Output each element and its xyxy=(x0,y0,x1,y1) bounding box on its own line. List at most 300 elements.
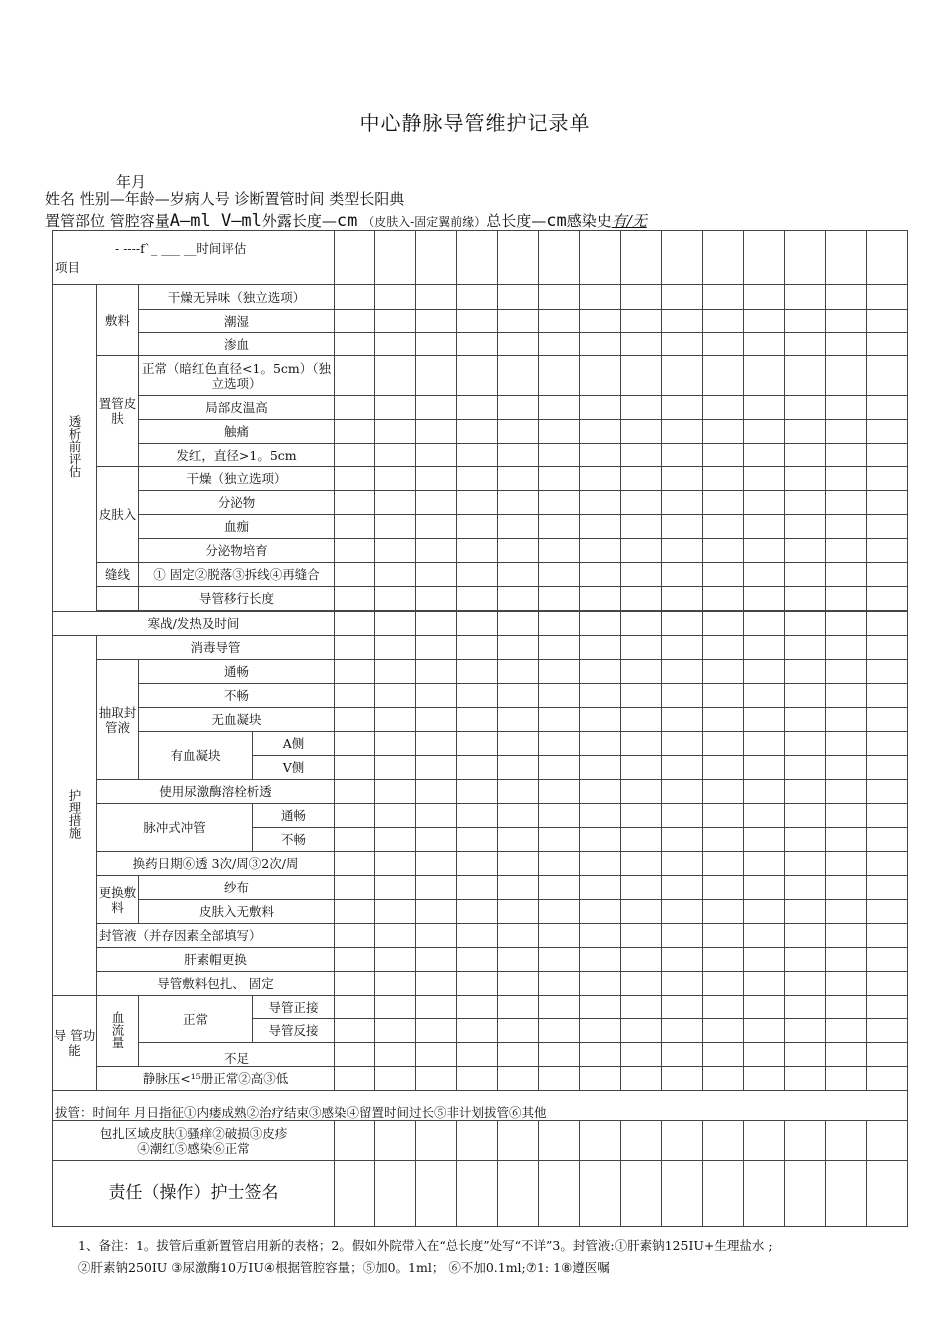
record-cell[interactable] xyxy=(662,587,703,611)
record-cell[interactable] xyxy=(335,310,375,333)
record-cell[interactable] xyxy=(826,563,867,587)
record-cell[interactable] xyxy=(498,1043,539,1067)
record-cell[interactable] xyxy=(662,732,703,756)
record-cell[interactable] xyxy=(744,420,785,444)
record-cell[interactable] xyxy=(662,515,703,539)
record-cell[interactable] xyxy=(785,756,826,780)
record-cell[interactable] xyxy=(744,660,785,684)
record-cell[interactable] xyxy=(867,310,908,333)
record-cell[interactable] xyxy=(539,660,580,684)
record-cell[interactable] xyxy=(539,310,580,333)
record-cell[interactable] xyxy=(457,1121,498,1161)
record-cell[interactable] xyxy=(703,1067,744,1091)
record-cell[interactable] xyxy=(375,444,416,467)
record-cell[interactable] xyxy=(703,804,744,828)
record-cell[interactable] xyxy=(826,1067,867,1091)
record-cell[interactable] xyxy=(703,396,744,420)
record-cell[interactable] xyxy=(375,1067,416,1091)
record-cell[interactable] xyxy=(539,333,580,356)
record-cell[interactable] xyxy=(785,636,826,660)
record-cell[interactable] xyxy=(457,828,498,852)
record-cell[interactable] xyxy=(335,852,375,876)
record-cell[interactable] xyxy=(744,356,785,396)
record-cell[interactable] xyxy=(416,636,457,660)
record-cell[interactable] xyxy=(580,972,621,996)
record-cell[interactable] xyxy=(416,587,457,611)
record-cell[interactable] xyxy=(580,539,621,563)
record-cell[interactable] xyxy=(826,900,867,924)
record-cell[interactable] xyxy=(335,876,375,900)
record-cell[interactable] xyxy=(335,708,375,732)
record-cell[interactable] xyxy=(867,996,908,1019)
record-cell[interactable] xyxy=(539,491,580,515)
record-cell[interactable] xyxy=(826,1043,867,1067)
record-cell[interactable] xyxy=(621,1121,662,1161)
record-cell[interactable] xyxy=(744,467,785,491)
record-cell[interactable] xyxy=(580,444,621,467)
record-cell[interactable] xyxy=(703,900,744,924)
record-cell[interactable] xyxy=(785,563,826,587)
record-cell[interactable] xyxy=(744,285,785,310)
record-cell[interactable] xyxy=(539,444,580,467)
record-cell[interactable] xyxy=(375,491,416,515)
record-cell[interactable] xyxy=(826,756,867,780)
record-cell[interactable] xyxy=(457,804,498,828)
record-cell[interactable] xyxy=(416,900,457,924)
record-cell[interactable] xyxy=(867,780,908,804)
record-cell[interactable] xyxy=(580,467,621,491)
record-cell[interactable] xyxy=(662,333,703,356)
record-cell[interactable] xyxy=(539,1067,580,1091)
record-cell[interactable] xyxy=(662,900,703,924)
record-cell[interactable] xyxy=(621,231,662,285)
record-cell[interactable] xyxy=(539,756,580,780)
record-cell[interactable] xyxy=(785,333,826,356)
record-cell[interactable] xyxy=(580,948,621,972)
record-cell[interactable] xyxy=(785,732,826,756)
record-cell[interactable] xyxy=(785,444,826,467)
record-cell[interactable] xyxy=(785,1067,826,1091)
record-cell[interactable] xyxy=(580,876,621,900)
record-cell[interactable] xyxy=(580,231,621,285)
record-cell[interactable] xyxy=(621,828,662,852)
record-cell[interactable] xyxy=(375,612,416,636)
record-cell[interactable] xyxy=(662,780,703,804)
record-cell[interactable] xyxy=(457,231,498,285)
record-cell[interactable] xyxy=(539,420,580,444)
record-cell[interactable] xyxy=(335,636,375,660)
record-cell[interactable] xyxy=(498,636,539,660)
record-cell[interactable] xyxy=(744,231,785,285)
record-cell[interactable] xyxy=(539,467,580,491)
record-cell[interactable] xyxy=(703,515,744,539)
record-cell[interactable] xyxy=(785,1161,826,1227)
record-cell[interactable] xyxy=(867,948,908,972)
record-cell[interactable] xyxy=(498,660,539,684)
record-cell[interactable] xyxy=(662,563,703,587)
record-cell[interactable] xyxy=(416,467,457,491)
record-cell[interactable] xyxy=(621,491,662,515)
record-cell[interactable] xyxy=(826,732,867,756)
record-cell[interactable] xyxy=(375,563,416,587)
record-cell[interactable] xyxy=(703,420,744,444)
record-cell[interactable] xyxy=(621,732,662,756)
record-cell[interactable] xyxy=(375,539,416,563)
record-cell[interactable] xyxy=(416,876,457,900)
record-cell[interactable] xyxy=(375,972,416,996)
record-cell[interactable] xyxy=(335,804,375,828)
record-cell[interactable] xyxy=(498,467,539,491)
record-cell[interactable] xyxy=(498,780,539,804)
record-cell[interactable] xyxy=(826,972,867,996)
record-cell[interactable] xyxy=(580,515,621,539)
record-cell[interactable] xyxy=(785,285,826,310)
record-cell[interactable] xyxy=(498,356,539,396)
record-cell[interactable] xyxy=(580,828,621,852)
record-cell[interactable] xyxy=(867,900,908,924)
record-cell[interactable] xyxy=(867,1043,908,1067)
record-cell[interactable] xyxy=(867,285,908,310)
record-cell[interactable] xyxy=(744,708,785,732)
record-cell[interactable] xyxy=(498,444,539,467)
record-cell[interactable] xyxy=(621,587,662,611)
record-cell[interactable] xyxy=(662,539,703,563)
record-cell[interactable] xyxy=(785,708,826,732)
record-cell[interactable] xyxy=(867,1121,908,1161)
record-cell[interactable] xyxy=(785,828,826,852)
record-cell[interactable] xyxy=(539,515,580,539)
record-cell[interactable] xyxy=(621,612,662,636)
record-cell[interactable] xyxy=(335,756,375,780)
record-cell[interactable] xyxy=(498,285,539,310)
record-cell[interactable] xyxy=(498,231,539,285)
record-cell[interactable] xyxy=(457,1161,498,1227)
record-cell[interactable] xyxy=(539,924,580,948)
record-cell[interactable] xyxy=(457,660,498,684)
record-cell[interactable] xyxy=(580,1043,621,1067)
record-cell[interactable] xyxy=(662,612,703,636)
record-cell[interactable] xyxy=(703,708,744,732)
record-cell[interactable] xyxy=(826,804,867,828)
record-cell[interactable] xyxy=(457,587,498,611)
record-cell[interactable] xyxy=(867,231,908,285)
record-cell[interactable] xyxy=(375,708,416,732)
record-cell[interactable] xyxy=(744,756,785,780)
record-cell[interactable] xyxy=(375,356,416,396)
record-cell[interactable] xyxy=(375,684,416,708)
record-cell[interactable] xyxy=(498,1161,539,1227)
record-cell[interactable] xyxy=(621,333,662,356)
record-cell[interactable] xyxy=(375,1019,416,1043)
record-cell[interactable] xyxy=(744,563,785,587)
record-cell[interactable] xyxy=(580,420,621,444)
record-cell[interactable] xyxy=(621,310,662,333)
record-cell[interactable] xyxy=(457,444,498,467)
record-cell[interactable] xyxy=(703,876,744,900)
record-cell[interactable] xyxy=(703,231,744,285)
record-cell[interactable] xyxy=(703,285,744,310)
record-cell[interactable] xyxy=(498,563,539,587)
record-cell[interactable] xyxy=(703,612,744,636)
record-cell[interactable] xyxy=(703,948,744,972)
record-cell[interactable] xyxy=(580,780,621,804)
record-cell[interactable] xyxy=(580,732,621,756)
record-cell[interactable] xyxy=(744,804,785,828)
record-cell[interactable] xyxy=(867,636,908,660)
record-cell[interactable] xyxy=(785,1019,826,1043)
record-cell[interactable] xyxy=(416,780,457,804)
record-cell[interactable] xyxy=(335,996,375,1019)
record-cell[interactable] xyxy=(498,876,539,900)
record-cell[interactable] xyxy=(539,636,580,660)
record-cell[interactable] xyxy=(498,732,539,756)
record-cell[interactable] xyxy=(580,804,621,828)
record-cell[interactable] xyxy=(744,310,785,333)
record-cell[interactable] xyxy=(457,285,498,310)
record-cell[interactable] xyxy=(621,420,662,444)
record-cell[interactable] xyxy=(457,708,498,732)
record-cell[interactable] xyxy=(498,333,539,356)
record-cell[interactable] xyxy=(703,924,744,948)
record-cell[interactable] xyxy=(457,732,498,756)
record-cell[interactable] xyxy=(335,515,375,539)
record-cell[interactable] xyxy=(335,684,375,708)
record-cell[interactable] xyxy=(416,1121,457,1161)
record-cell[interactable] xyxy=(457,756,498,780)
record-cell[interactable] xyxy=(867,708,908,732)
record-cell[interactable] xyxy=(621,660,662,684)
record-cell[interactable] xyxy=(416,684,457,708)
record-cell[interactable] xyxy=(826,612,867,636)
record-cell[interactable] xyxy=(867,515,908,539)
record-cell[interactable] xyxy=(335,732,375,756)
record-cell[interactable] xyxy=(621,444,662,467)
record-cell[interactable] xyxy=(457,563,498,587)
record-cell[interactable] xyxy=(826,876,867,900)
record-cell[interactable] xyxy=(867,396,908,420)
record-cell[interactable] xyxy=(785,876,826,900)
record-cell[interactable] xyxy=(498,804,539,828)
record-cell[interactable] xyxy=(785,491,826,515)
record-cell[interactable] xyxy=(744,612,785,636)
record-cell[interactable] xyxy=(662,1019,703,1043)
record-cell[interactable] xyxy=(621,1019,662,1043)
record-cell[interactable] xyxy=(375,1161,416,1227)
record-cell[interactable] xyxy=(621,804,662,828)
record-cell[interactable] xyxy=(785,515,826,539)
record-cell[interactable] xyxy=(826,467,867,491)
record-cell[interactable] xyxy=(867,587,908,611)
record-cell[interactable] xyxy=(662,444,703,467)
record-cell[interactable] xyxy=(498,491,539,515)
record-cell[interactable] xyxy=(785,684,826,708)
record-cell[interactable] xyxy=(375,396,416,420)
record-cell[interactable] xyxy=(375,420,416,444)
record-cell[interactable] xyxy=(621,876,662,900)
record-cell[interactable] xyxy=(867,1161,908,1227)
record-cell[interactable] xyxy=(539,708,580,732)
record-cell[interactable] xyxy=(744,924,785,948)
record-cell[interactable] xyxy=(375,924,416,948)
record-cell[interactable] xyxy=(621,948,662,972)
record-cell[interactable] xyxy=(375,587,416,611)
record-cell[interactable] xyxy=(580,1067,621,1091)
record-cell[interactable] xyxy=(416,396,457,420)
record-cell[interactable] xyxy=(498,924,539,948)
record-cell[interactable] xyxy=(539,1019,580,1043)
record-cell[interactable] xyxy=(826,444,867,467)
record-cell[interactable] xyxy=(703,684,744,708)
record-cell[interactable] xyxy=(662,876,703,900)
record-cell[interactable] xyxy=(498,828,539,852)
record-cell[interactable] xyxy=(416,612,457,636)
record-cell[interactable] xyxy=(785,467,826,491)
record-cell[interactable] xyxy=(416,924,457,948)
record-cell[interactable] xyxy=(335,563,375,587)
record-cell[interactable] xyxy=(744,948,785,972)
record-cell[interactable] xyxy=(539,539,580,563)
record-cell[interactable] xyxy=(375,828,416,852)
record-cell[interactable] xyxy=(867,972,908,996)
record-cell[interactable] xyxy=(335,333,375,356)
record-cell[interactable] xyxy=(416,333,457,356)
record-cell[interactable] xyxy=(826,515,867,539)
record-cell[interactable] xyxy=(580,996,621,1019)
record-cell[interactable] xyxy=(621,563,662,587)
record-cell[interactable] xyxy=(662,1121,703,1161)
record-cell[interactable] xyxy=(621,396,662,420)
record-cell[interactable] xyxy=(375,996,416,1019)
record-cell[interactable] xyxy=(867,420,908,444)
record-cell[interactable] xyxy=(375,948,416,972)
record-cell[interactable] xyxy=(375,780,416,804)
record-cell[interactable] xyxy=(539,876,580,900)
record-cell[interactable] xyxy=(416,756,457,780)
record-cell[interactable] xyxy=(498,515,539,539)
record-cell[interactable] xyxy=(498,612,539,636)
record-cell[interactable] xyxy=(416,708,457,732)
record-cell[interactable] xyxy=(826,231,867,285)
record-cell[interactable] xyxy=(539,996,580,1019)
record-cell[interactable] xyxy=(621,708,662,732)
record-cell[interactable] xyxy=(375,310,416,333)
record-cell[interactable] xyxy=(580,396,621,420)
record-cell[interactable] xyxy=(826,310,867,333)
record-cell[interactable] xyxy=(498,972,539,996)
record-cell[interactable] xyxy=(457,852,498,876)
record-cell[interactable] xyxy=(335,1043,375,1067)
record-cell[interactable] xyxy=(703,356,744,396)
record-cell[interactable] xyxy=(826,285,867,310)
record-cell[interactable] xyxy=(703,491,744,515)
record-cell[interactable] xyxy=(457,333,498,356)
record-cell[interactable] xyxy=(375,900,416,924)
record-cell[interactable] xyxy=(703,563,744,587)
record-cell[interactable] xyxy=(867,828,908,852)
record-cell[interactable] xyxy=(744,1043,785,1067)
record-cell[interactable] xyxy=(785,587,826,611)
record-cell[interactable] xyxy=(416,1161,457,1227)
record-cell[interactable] xyxy=(457,684,498,708)
record-cell[interactable] xyxy=(416,804,457,828)
record-cell[interactable] xyxy=(539,828,580,852)
record-cell[interactable] xyxy=(826,1121,867,1161)
record-cell[interactable] xyxy=(457,515,498,539)
record-cell[interactable] xyxy=(335,828,375,852)
record-cell[interactable] xyxy=(335,587,375,611)
record-cell[interactable] xyxy=(457,972,498,996)
record-cell[interactable] xyxy=(498,310,539,333)
record-cell[interactable] xyxy=(416,852,457,876)
record-cell[interactable] xyxy=(457,924,498,948)
record-cell[interactable] xyxy=(416,660,457,684)
record-cell[interactable] xyxy=(785,310,826,333)
record-cell[interactable] xyxy=(539,732,580,756)
record-cell[interactable] xyxy=(457,420,498,444)
record-cell[interactable] xyxy=(539,1121,580,1161)
record-cell[interactable] xyxy=(826,780,867,804)
record-cell[interactable] xyxy=(539,804,580,828)
record-cell[interactable] xyxy=(662,636,703,660)
record-cell[interactable] xyxy=(662,996,703,1019)
record-cell[interactable] xyxy=(375,515,416,539)
record-cell[interactable] xyxy=(703,1043,744,1067)
record-cell[interactable] xyxy=(826,996,867,1019)
record-cell[interactable] xyxy=(375,1121,416,1161)
record-cell[interactable] xyxy=(744,515,785,539)
record-cell[interactable] xyxy=(744,539,785,563)
record-cell[interactable] xyxy=(826,660,867,684)
record-cell[interactable] xyxy=(621,852,662,876)
record-cell[interactable] xyxy=(498,420,539,444)
record-cell[interactable] xyxy=(785,612,826,636)
record-cell[interactable] xyxy=(703,310,744,333)
record-cell[interactable] xyxy=(416,1043,457,1067)
record-cell[interactable] xyxy=(826,684,867,708)
record-cell[interactable] xyxy=(457,780,498,804)
record-cell[interactable] xyxy=(785,924,826,948)
record-cell[interactable] xyxy=(539,780,580,804)
record-cell[interactable] xyxy=(375,231,416,285)
record-cell[interactable] xyxy=(703,1019,744,1043)
record-cell[interactable] xyxy=(826,491,867,515)
record-cell[interactable] xyxy=(580,563,621,587)
record-cell[interactable] xyxy=(457,1067,498,1091)
record-cell[interactable] xyxy=(785,396,826,420)
record-cell[interactable] xyxy=(375,467,416,491)
record-cell[interactable] xyxy=(580,356,621,396)
record-cell[interactable] xyxy=(416,420,457,444)
record-cell[interactable] xyxy=(416,972,457,996)
record-cell[interactable] xyxy=(785,539,826,563)
record-cell[interactable] xyxy=(703,828,744,852)
record-cell[interactable] xyxy=(580,1121,621,1161)
record-cell[interactable] xyxy=(335,924,375,948)
record-cell[interactable] xyxy=(335,396,375,420)
record-cell[interactable] xyxy=(867,1019,908,1043)
record-cell[interactable] xyxy=(457,876,498,900)
record-cell[interactable] xyxy=(335,612,375,636)
record-cell[interactable] xyxy=(457,996,498,1019)
record-cell[interactable] xyxy=(416,231,457,285)
record-cell[interactable] xyxy=(580,1019,621,1043)
record-cell[interactable] xyxy=(744,1019,785,1043)
record-cell[interactable] xyxy=(662,972,703,996)
record-cell[interactable] xyxy=(335,420,375,444)
record-cell[interactable] xyxy=(703,732,744,756)
record-cell[interactable] xyxy=(580,612,621,636)
record-cell[interactable] xyxy=(580,285,621,310)
